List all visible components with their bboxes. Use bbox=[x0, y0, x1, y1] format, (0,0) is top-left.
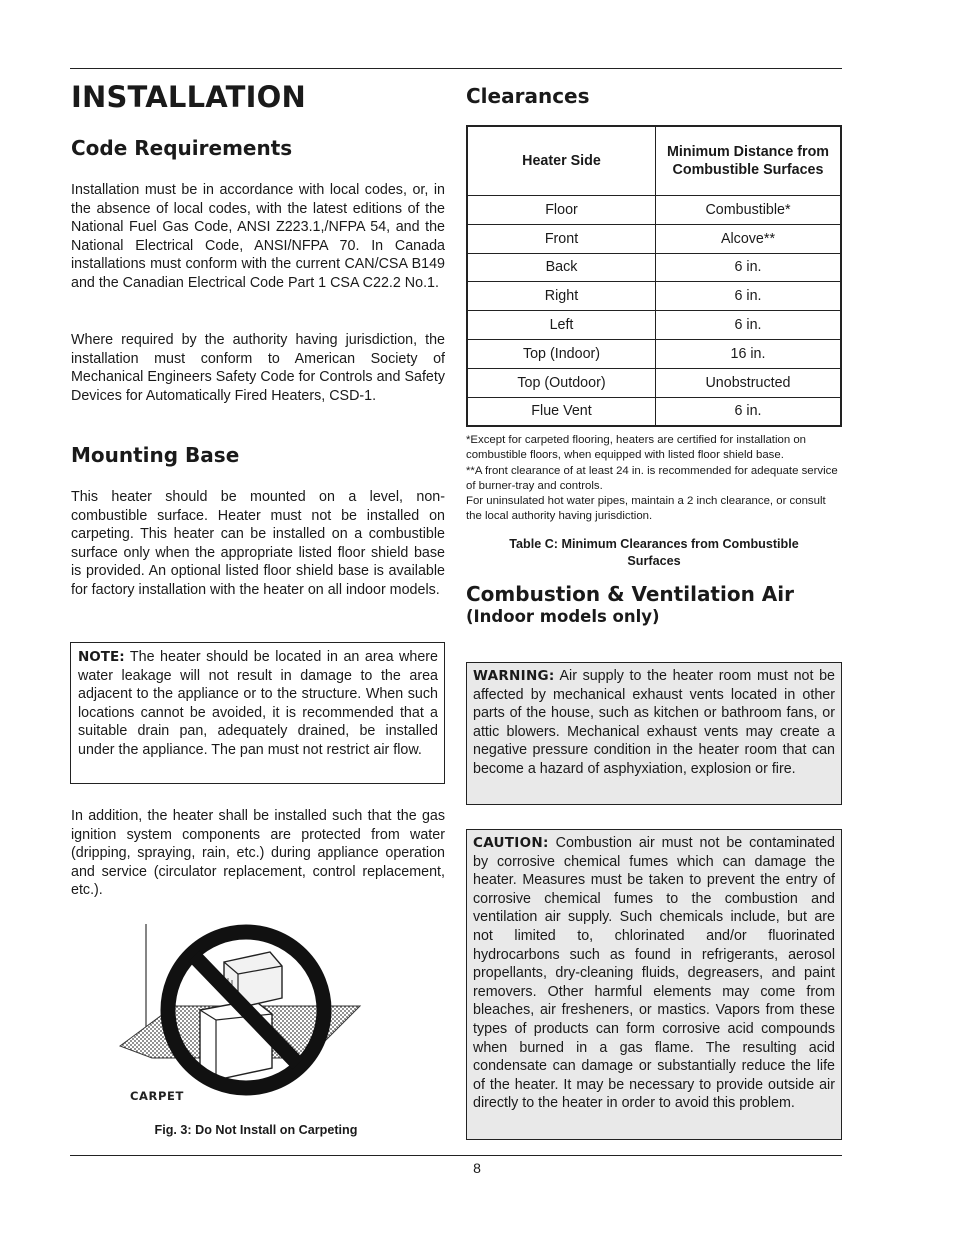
table-row bbox=[467, 224, 841, 253]
caution-text: Combustion air must not be contaminated by corrosive chemical fumes which can damage the heater. Measures must be taken to prevent the entry of corrosive chemical fumes to the combustion and ventilation air supply. Such chemicals include, but are not limited to, chlorinated and/or fluorinated hydrocarbons such as found in refrigerants, aerosol propellants, dry-cleaning fluids, degreasers, and paint removers. Other harmful elements may come from bleaches, air fresheners, or mastics. Vapors from these types of products can form corrosive acid compounds when burned in a gas flame. The resulting acid condensate can damage or substantially reduce the life of the heater. It may be necessary to provide outside air directly to the heater in order to avoid this problem. bbox=[473, 835, 835, 1112]
table-header-row bbox=[467, 126, 841, 196]
clearances-heading: Clearances bbox=[466, 84, 590, 108]
bottom-rule bbox=[70, 1155, 842, 1156]
no-carpet-illustration bbox=[112, 918, 372, 1118]
cell-distance: 6 in. bbox=[656, 397, 842, 426]
page-title: INSTALLATION bbox=[71, 80, 306, 114]
warning-box bbox=[466, 662, 842, 805]
cell-distance: Unobstructed bbox=[656, 368, 842, 397]
cell-distance: Alcove** bbox=[656, 224, 842, 253]
cell-side: Floor bbox=[467, 196, 656, 225]
carpet-figure bbox=[112, 918, 372, 1118]
carpet-label: CARPET bbox=[130, 1089, 184, 1103]
table-row bbox=[467, 339, 841, 368]
clearances-footnotes bbox=[466, 433, 842, 525]
table-row bbox=[467, 282, 841, 311]
cell-distance: 16 in. bbox=[656, 339, 842, 368]
note-label: NOTE: bbox=[78, 649, 125, 665]
caution-box bbox=[466, 829, 842, 1140]
table-row bbox=[467, 196, 841, 225]
cell-distance: 6 in. bbox=[656, 253, 842, 282]
caution-label: CAUTION: bbox=[473, 835, 549, 851]
cell-side: Left bbox=[467, 311, 656, 340]
combustion-heading: Combustion & Ventilation Air bbox=[466, 582, 794, 606]
footnote-1: *Except for carpeted flooring, heaters are certified for installation on combustible floors, when equipped with listed floor shield base. bbox=[466, 434, 807, 462]
mounting-base-para2: In addition, the heater shall be installed such that the gas ignition system components are protected from water (dripping, spraying, rain, etc.) during appliance operation and service (circulator replacement, control replacement, etc.). bbox=[71, 808, 445, 899]
code-requirements-para1: Installation must be in accordance with local codes, or, in the absence of local codes, with the latest editions of the National Fuel Gas Code, ANSI Z223.1,/NFPA 54, and the National Electrical Code, ANSI/NFPA 70. In Canada installations must conform with the current CAN/CSA B149 and the Canadian Electrical Code Part 1 CSA C22.2 No.1. bbox=[71, 182, 445, 291]
cell-distance: 6 in. bbox=[656, 282, 842, 311]
cell-side: Right bbox=[467, 282, 656, 311]
table-caption: Table C: Minimum Clearances from Combustible Surfaces bbox=[509, 537, 799, 568]
cell-side: Flue Vent bbox=[467, 397, 656, 426]
note-text: The heater should be located in an area where water leakage will not result in damage to the area adjacent to the appliance or to the structure. When such locations cannot be avoided, it is recommended that a suitable drain pan, adequately drained, be installed under the appliance. The pan must not restrict air flow. bbox=[78, 649, 438, 758]
footnote-2: **A front clearance of at least 24 in. is recommended for adequate service of burner-tray and controls. bbox=[466, 464, 838, 492]
col-min-distance: Minimum Distance from Combustible Surfaces bbox=[656, 126, 842, 196]
top-rule bbox=[70, 68, 842, 69]
code-requirements-para2: Where required by the authority having jurisdiction, the installation must conform to American Society of Mechanical Engineers Safety Code for Controls and Safety Devices for Automatically Fired Heaters, CSD-1. bbox=[71, 332, 445, 404]
footnote-3: For uninsulated hot water pipes, maintain a 2 inch clearance, or consult the local authority having jurisdiction. bbox=[466, 495, 826, 523]
cell-side: Back bbox=[467, 253, 656, 282]
figure-caption: Fig. 3: Do Not Install on Carpeting bbox=[154, 1123, 358, 1137]
cell-distance: Combustible* bbox=[656, 196, 842, 225]
mounting-base-heading: Mounting Base bbox=[71, 443, 240, 467]
clearances-table bbox=[466, 125, 842, 427]
note-box bbox=[70, 642, 445, 784]
heater-body bbox=[200, 1000, 272, 1080]
combustion-subheading: (Indoor models only) bbox=[466, 607, 660, 626]
table-row bbox=[467, 368, 841, 397]
warning-text: Air supply to the heater room must not be affected by mechanical exhaust vents located in other parts of the house, such as kitchen or bathroom fans, or attic blowers. Mechanical exhaust vents may create a negative pressure condition in the heater room that can become a hazard of asphyxiation, explosion or fire. bbox=[473, 668, 835, 777]
page-number: 8 bbox=[473, 1160, 481, 1176]
mounting-base-para1: This heater should be mounted on a level, non-combustible surface. Heater must not be installed on carpeting. This heater can be installed on a combustible surface only when the appropriate listed floor shield base is provided. An optional listed floor shield base is available for factory installation with the heater on all indoor models. bbox=[71, 489, 445, 598]
cell-side: Top (Indoor) bbox=[467, 339, 656, 368]
col-heater-side: Heater Side bbox=[467, 126, 656, 196]
cell-distance: 6 in. bbox=[656, 311, 842, 340]
table-row bbox=[467, 397, 841, 426]
cell-side: Top (Outdoor) bbox=[467, 368, 656, 397]
table-row bbox=[467, 311, 841, 340]
table-row bbox=[467, 253, 841, 282]
cell-side: Front bbox=[467, 224, 656, 253]
warning-label: WARNING: bbox=[473, 668, 555, 684]
code-requirements-heading: Code Requirements bbox=[71, 136, 293, 160]
